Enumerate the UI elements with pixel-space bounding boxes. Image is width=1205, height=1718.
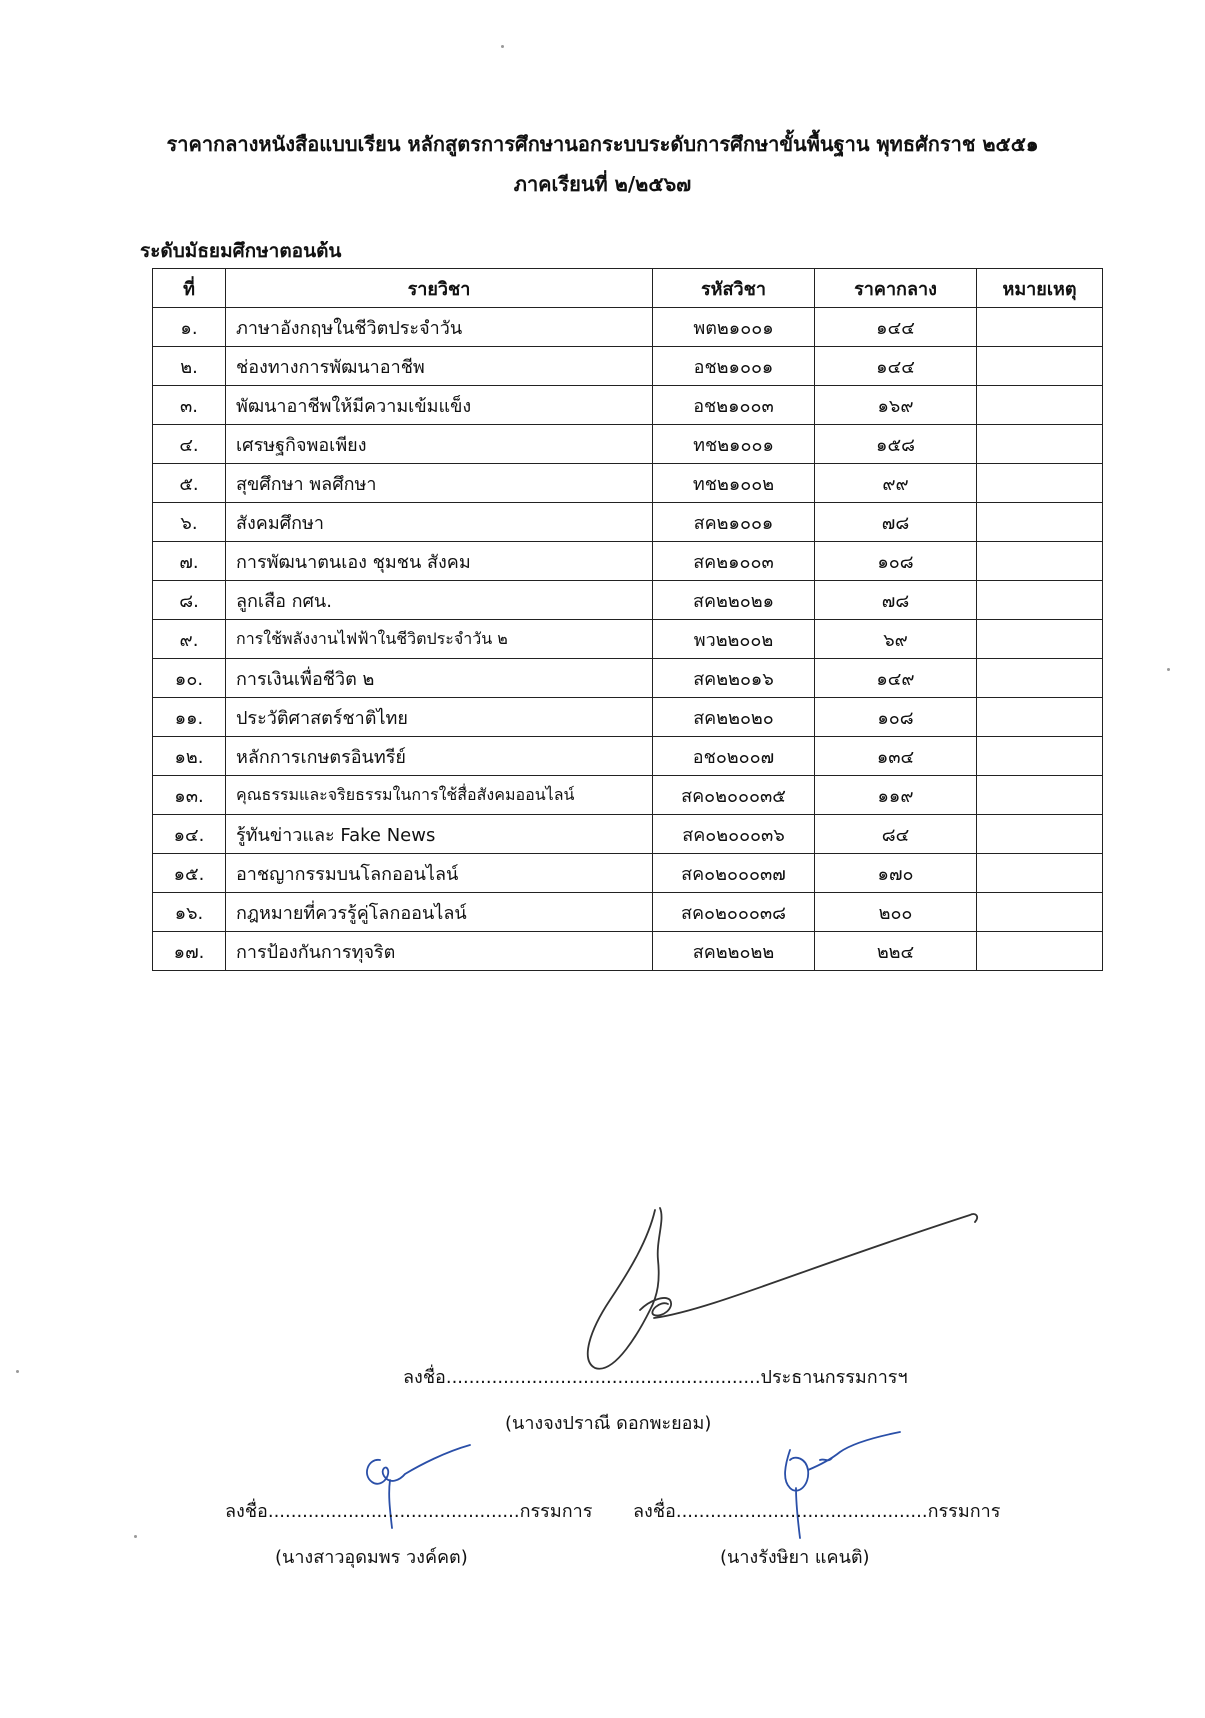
remark — [977, 893, 1103, 932]
subject-code: สค๒๒๐๒๒ — [653, 932, 815, 971]
reference-price: ๑๐๘ — [815, 542, 977, 581]
subject-code: ทช๒๑๐๐๑ — [653, 425, 815, 464]
chair-signature — [570, 1200, 980, 1380]
remark — [977, 815, 1103, 854]
member2-name: (นางรังษิยา แคนติ) — [720, 1547, 870, 1568]
table-row — [153, 503, 1103, 542]
subject-name: อาชญากรรมบนโลกออนไลน์ — [226, 854, 653, 893]
subject-code: อช๐๒๐๐๗ — [653, 737, 815, 776]
subject-code: สค๐๒๐๐๐๓๗ — [653, 854, 815, 893]
remark — [977, 503, 1103, 542]
table-row — [153, 620, 1103, 659]
reference-price: ๑๔๙ — [815, 659, 977, 698]
row-number: ๓. — [153, 386, 226, 425]
remark — [977, 737, 1103, 776]
remark — [977, 854, 1103, 893]
header-price: ราคากลาง — [815, 269, 977, 308]
reference-price: ๑๐๘ — [815, 698, 977, 737]
subject-code: พว๒๒๐๐๒ — [653, 620, 815, 659]
subject-name: ภาษาอังกฤษในชีวิตประจำวัน — [226, 308, 653, 347]
row-number: ๑๔. — [153, 815, 226, 854]
subject-code: พต๒๑๐๐๑ — [653, 308, 815, 347]
remark — [977, 932, 1103, 971]
subject-name: กฎหมายที่ควรรู้คู่โลกออนไลน์ — [226, 893, 653, 932]
reference-price: ๖๙ — [815, 620, 977, 659]
reference-price: ๑๓๔ — [815, 737, 977, 776]
row-number: ๑. — [153, 308, 226, 347]
table-row — [153, 698, 1103, 737]
subject-code: อช๒๑๐๐๑ — [653, 347, 815, 386]
chair-sign-line: ลงชื่อ.......................................................ประธานกรรมการฯ — [403, 1367, 908, 1388]
row-number: ๑๐. — [153, 659, 226, 698]
education-level-heading: ระดับมัธยมศึกษาตอนต้น — [140, 240, 342, 262]
table-row — [153, 932, 1103, 971]
table-row — [153, 425, 1103, 464]
subject-name: การใช้พลังงานไฟฟ้าในชีวิตประจำวัน ๒ — [226, 620, 653, 659]
remark — [977, 542, 1103, 581]
row-number: ๒. — [153, 347, 226, 386]
reference-price: ๗๘ — [815, 581, 977, 620]
subject-code: สค๒๒๐๒๑ — [653, 581, 815, 620]
scan-speck — [16, 1370, 19, 1373]
subject-code: อช๒๑๐๐๓ — [653, 386, 815, 425]
subject-name: คุณธรรมและจริยธรรมในการใช้สื่อสังคมออนไลน์ — [226, 776, 653, 815]
semester-subtitle: ภาคเรียนที่ ๒/๒๕๖๗ — [513, 172, 692, 196]
remark — [977, 464, 1103, 503]
remark — [977, 659, 1103, 698]
member1-name: (นางสาวอุดมพร วงค์คต) — [275, 1547, 468, 1568]
subject-code: สค๐๒๐๐๐๓๖ — [653, 815, 815, 854]
reference-price: ๑๔๔ — [815, 308, 977, 347]
row-number: ๘. — [153, 581, 226, 620]
table-row — [153, 347, 1103, 386]
subject-code: สค๐๒๐๐๐๓๘ — [653, 893, 815, 932]
reference-price: ๑๔๔ — [815, 347, 977, 386]
reference-price: ๙๙ — [815, 464, 977, 503]
subject-code: สค๐๒๐๐๐๓๕ — [653, 776, 815, 815]
member1-sign-line: ลงชื่อ............................................กรรมการ — [225, 1501, 593, 1522]
subject-name: การเงินเพื่อชีวิต ๒ — [226, 659, 653, 698]
remark — [977, 581, 1103, 620]
subject-name: หลักการเกษตรอินทรีย์ — [226, 737, 653, 776]
table-row — [153, 659, 1103, 698]
table-row — [153, 737, 1103, 776]
row-number: ๑๕. — [153, 854, 226, 893]
table-row — [153, 581, 1103, 620]
row-number: ๔. — [153, 425, 226, 464]
header-subject: รายวิชา — [226, 269, 653, 308]
header-code: รหัสวิชา — [653, 269, 815, 308]
subject-code: สค๒๒๐๑๖ — [653, 659, 815, 698]
row-number: ๙. — [153, 620, 226, 659]
row-number: ๑๒. — [153, 737, 226, 776]
subject-name: ช่องทางการพัฒนาอาชีพ — [226, 347, 653, 386]
reference-price: ๗๘ — [815, 503, 977, 542]
remark — [977, 698, 1103, 737]
table-row — [153, 386, 1103, 425]
subject-name: รู้ทันข่าวและ Fake News — [226, 815, 653, 854]
remark — [977, 425, 1103, 464]
header-no: ที่ — [153, 269, 226, 308]
row-number: ๑๗. — [153, 932, 226, 971]
remark — [977, 776, 1103, 815]
scan-speck — [1167, 668, 1170, 671]
row-number: ๖. — [153, 503, 226, 542]
table-row — [153, 854, 1103, 893]
reference-price: ๑๗๐ — [815, 854, 977, 893]
subject-name: สุขศึกษา พลศึกษา — [226, 464, 653, 503]
document-title: ราคากลางหนังสือแบบเรียน หลักสูตรการศึกษานอกระบบระดับการศึกษาขั้นพื้นฐาน พุทธศักราช ๒๕๕๑ — [166, 132, 1039, 156]
header-remark: หมายเหตุ — [977, 269, 1103, 308]
subject-name: การพัฒนาตนเอง ชุมชน สังคม — [226, 542, 653, 581]
member2-sign-line: ลงชื่อ............................................กรรมการ — [633, 1501, 1001, 1522]
subject-code: สค๒๒๐๒๐ — [653, 698, 815, 737]
chair-name: (นางจงปราณี ดอกพะยอม) — [505, 1413, 712, 1434]
subject-name: พัฒนาอาชีพให้มีความเข้มแข็ง — [226, 386, 653, 425]
table-row — [153, 893, 1103, 932]
reference-price: ๘๔ — [815, 815, 977, 854]
reference-price: ๑๕๘ — [815, 425, 977, 464]
table-row — [153, 464, 1103, 503]
table-header-row — [153, 269, 1103, 308]
scan-speck — [134, 1535, 137, 1538]
reference-price: ๑๖๙ — [815, 386, 977, 425]
subject-code: สค๒๑๐๐๑ — [653, 503, 815, 542]
row-number: ๑๑. — [153, 698, 226, 737]
textbook-price-table — [152, 268, 1103, 971]
row-number: ๑๓. — [153, 776, 226, 815]
table-row — [153, 542, 1103, 581]
subject-name: ประวัติศาสตร์ชาติไทย — [226, 698, 653, 737]
remark — [977, 347, 1103, 386]
remark — [977, 386, 1103, 425]
row-number: ๑๖. — [153, 893, 226, 932]
subject-name: เศรษฐกิจพอเพียง — [226, 425, 653, 464]
reference-price: ๑๑๙ — [815, 776, 977, 815]
table-row — [153, 815, 1103, 854]
remark — [977, 308, 1103, 347]
reference-price: ๒๒๔ — [815, 932, 977, 971]
row-number: ๗. — [153, 542, 226, 581]
subject-name: การป้องกันการทุจริต — [226, 932, 653, 971]
subject-name: สังคมศึกษา — [226, 503, 653, 542]
subject-name: ลูกเสือ กศน. — [226, 581, 653, 620]
reference-price: ๒๐๐ — [815, 893, 977, 932]
subject-code: ทช๒๑๐๐๒ — [653, 464, 815, 503]
subject-code: สค๒๑๐๐๓ — [653, 542, 815, 581]
table-row — [153, 776, 1103, 815]
table-row — [153, 308, 1103, 347]
remark — [977, 620, 1103, 659]
scan-speck — [501, 45, 504, 48]
row-number: ๕. — [153, 464, 226, 503]
